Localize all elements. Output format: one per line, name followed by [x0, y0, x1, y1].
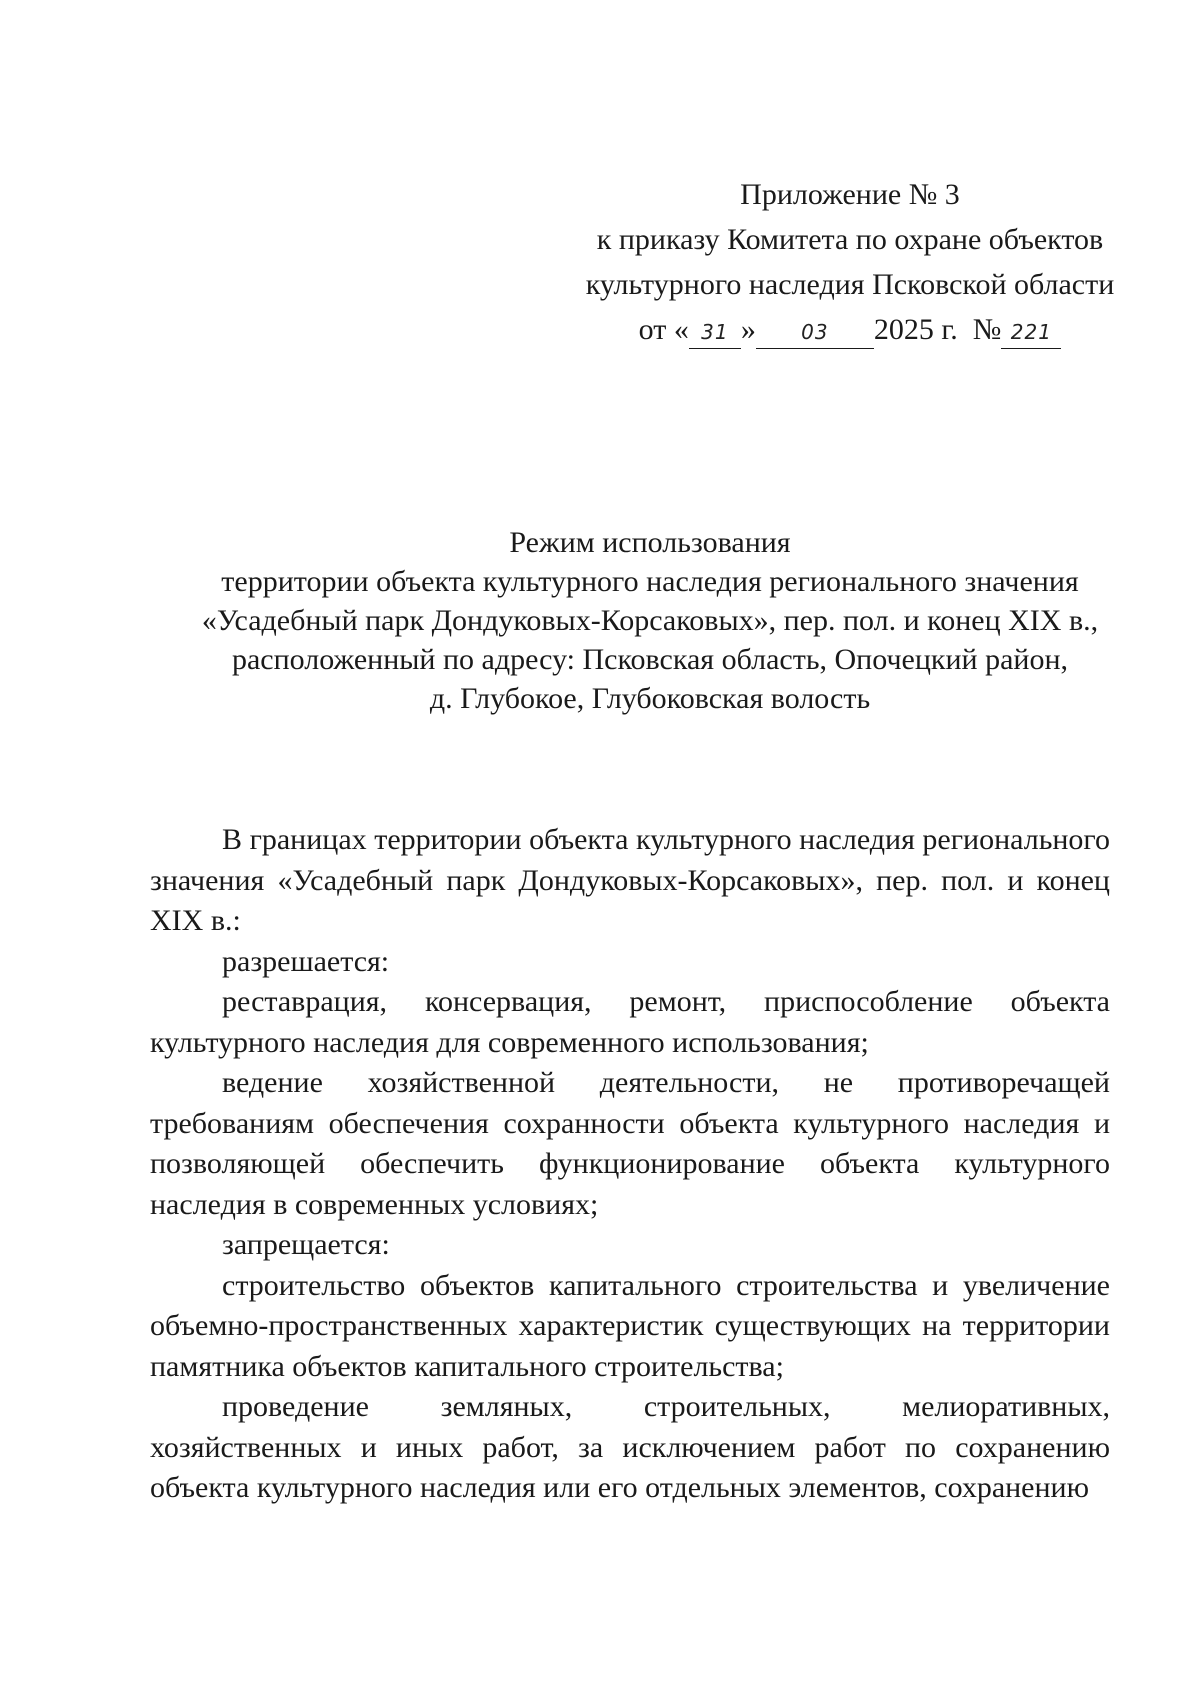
appendix-title: Приложение № 3 — [740, 178, 960, 211]
date-day-field — [689, 314, 741, 349]
number-field — [1001, 314, 1061, 349]
title-line-4: расположенный по адресу: Псковская область, Опочецкий район, — [231, 643, 1069, 676]
allowed-item-1: реставрация, консервация, ремонт, приспособление объекта культурного наследия для современного использования; — [150, 985, 1110, 1059]
allowed-heading: разрешается: — [222, 944, 390, 978]
forbidden-item-2: проведение земляных, строительных, мелиоративных, хозяйственных и иных работ, за исключением работ по сохранению объекта культурного наследия или его отдельных элементов, сохранению — [150, 1390, 1110, 1504]
intro-paragraph: В границах территории объекта культурного наследия регионального значения «Усадебный парк Дондуковых-Корсаковых», пер. пол. и конец XIX в.: — [150, 823, 1110, 937]
number-handwritten: 221 — [1010, 320, 1052, 344]
appendix-date-number — [580, 307, 1120, 352]
document-title — [150, 523, 1150, 718]
document-body — [150, 820, 1110, 1509]
date-month-handwritten: 03 — [801, 320, 829, 344]
title-line-5: д. Глубокое, Глубоковская волость — [429, 682, 871, 715]
number-prefix: № — [972, 313, 1002, 346]
date-day-handwritten: 31 — [701, 320, 729, 344]
appendix-order-ref: к приказу Комитета по охране объектов — [596, 223, 1104, 256]
date-year: 2025 г. — [873, 313, 958, 346]
forbidden-item-1: строительство объектов капитального строительства и увеличение объемно-пространственных характеристик существующих на территории памятника объектов капитального строительства; — [150, 1268, 1110, 1383]
title-line-1: Режим использования — [509, 526, 791, 559]
date-month-field — [756, 314, 874, 349]
allowed-item-2: ведение хозяйственной деятельности, не противоречащей требованиям обеспечения сохранности объекта культурного наследия и позволяющей обеспечить функционирование объекта культурного наследия в современных условиях; — [150, 1066, 1110, 1221]
appendix-committee: культурного наследия Псковской области — [585, 268, 1115, 301]
appendix-header — [580, 172, 1120, 352]
forbidden-heading: запрещается: — [222, 1228, 390, 1261]
date-mid: » — [740, 313, 756, 346]
title-line-2: территории объекта культурного наследия регионального значения — [221, 565, 1079, 598]
date-prefix: от « — [638, 313, 689, 346]
title-line-3: «Усадебный парк Дондуковых-Корсаковых», пер. пол. и конец XIX в., — [201, 604, 1099, 637]
